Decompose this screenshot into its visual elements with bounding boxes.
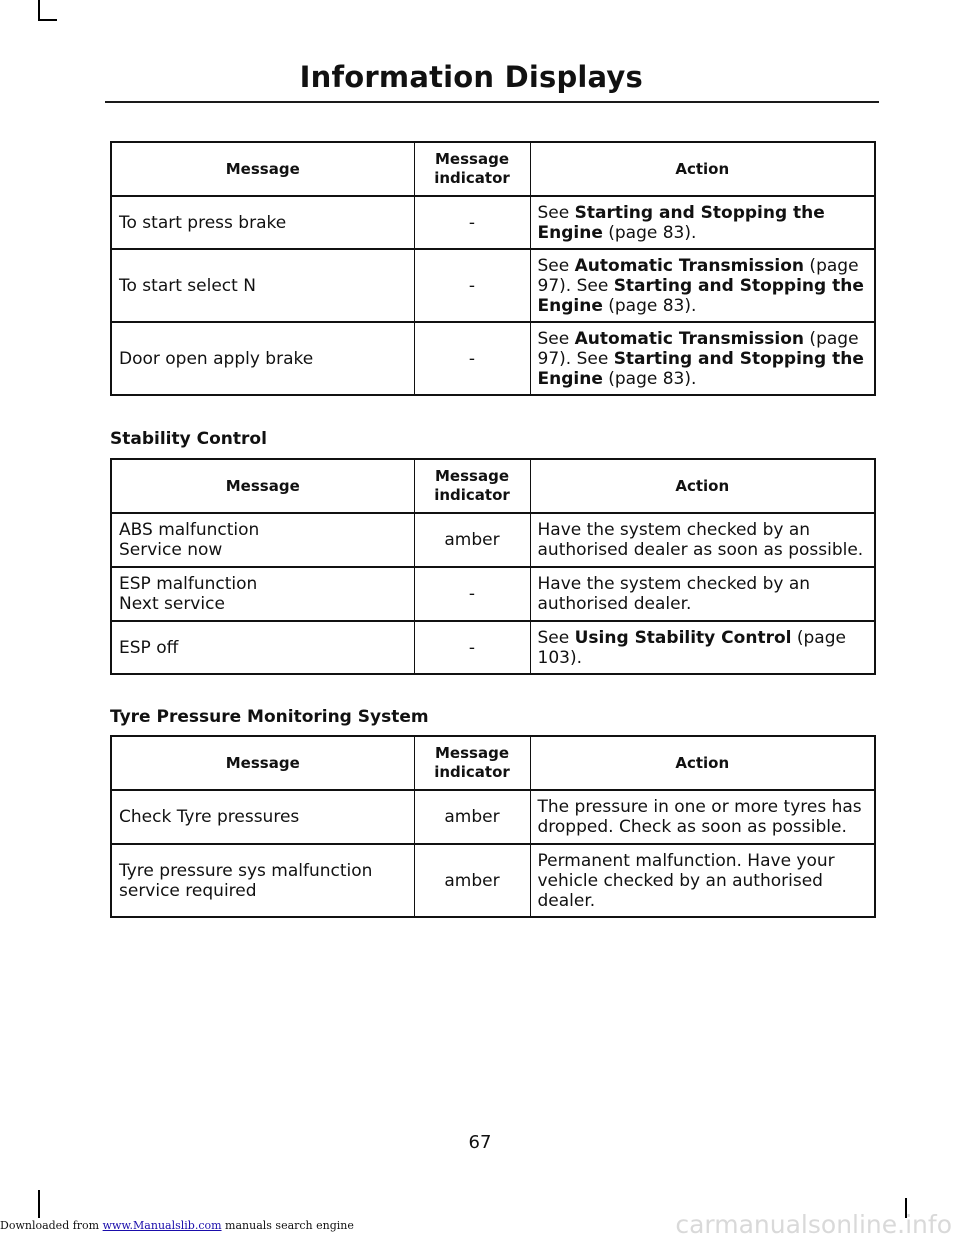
indicator-cell: amber [414,844,530,917]
watermark-text: carmanualsonline.info [675,1210,952,1239]
cross-reference-link: Automatic Transmission [574,328,805,349]
header-message: Message [111,459,414,513]
footer-suffix: manuals search engine [221,1219,354,1232]
message-line: Check Tyre pressures [119,807,300,827]
action-cell [530,790,875,844]
message-cell [111,621,414,674]
header-action: Action [530,736,875,790]
page-number: 67 [468,1132,492,1153]
cross-reference-link: Using Stability Control [574,627,792,648]
action-text: Have the system checked by an authorised dealer as soon as possible. [537,520,864,560]
footer-prefix: Downloaded from [0,1219,103,1232]
cross-reference-link: Starting and Stopping the Engine [537,275,864,316]
action-text: (page 103). [537,627,846,668]
cross-reference-link: Starting and Stopping the Engine [537,348,864,389]
header-message-indicator: Message indicator [414,142,530,196]
cross-reference-link: Starting and Stopping the Engine [537,202,825,243]
action-cell [530,196,875,249]
action-text: (page 83). [602,222,697,243]
title-divider [105,101,879,103]
action-cell [530,513,875,567]
indicator-cell: amber [414,790,530,844]
action-cell [530,322,875,395]
header-message-indicator: Message indicator [414,736,530,790]
message-line: ABS malfunction [119,520,260,540]
indicator-cell: - [414,196,530,249]
action-text: (page 83). [602,295,697,316]
table-row [111,322,875,395]
message-cell: To start press brake [111,196,414,249]
tyre-pressure-heading: Tyre Pressure Monitoring System [110,707,429,727]
crop-mark-bottom-left-vertical [38,1190,40,1218]
stability-control-heading: Stability Control [110,429,267,449]
message-cell: To start select N [111,249,414,322]
table-row [111,844,875,917]
table-row [111,513,875,567]
tyre-pressure-table [110,735,876,918]
action-text: See [537,328,575,349]
crop-mark-top-left-vertical [38,0,40,19]
action-text: See [537,627,575,648]
action-cell [530,249,875,322]
cross-reference-link: Automatic Transmission [574,255,805,276]
header-message: Message [111,736,414,790]
crop-mark-top-left-horizontal [38,19,57,21]
action-text: See [537,202,575,223]
indicator-cell: - [414,621,530,674]
table-row [111,567,875,621]
page-title: Information Displays [299,60,643,94]
message-cell [111,844,414,917]
header-message: Message [111,142,414,196]
header-message-indicator: Message indicator [414,459,530,513]
message-line: ESP malfunction [119,574,258,594]
action-cell [530,621,875,674]
table-row [111,790,875,844]
header-action: Action [530,459,875,513]
action-text: Permanent malfunction. Have your vehicle checked by an authorised dealer. [537,850,835,911]
table-header-row [111,142,875,196]
starting-messages-table [110,141,876,396]
message-line: ESP off [119,637,179,658]
stability-control-table [110,458,876,675]
table-row [111,249,875,322]
action-text: See [537,255,575,276]
action-text: The pressure in one or more tyres has dropped. Check as soon as possible. [537,797,862,837]
indicator-cell: - [414,567,530,621]
message-cell [111,567,414,621]
message-cell: Door open apply brake [111,322,414,395]
message-line: Tyre pressure sys malfunction service required [119,860,373,901]
table-header-row [111,459,875,513]
action-text: (page 97). See [537,328,859,369]
table-header-row [111,736,875,790]
indicator-cell: - [414,249,530,322]
indicator-cell: - [414,322,530,395]
action-cell [530,567,875,621]
table-row [111,196,875,249]
action-text: Have the system checked by an authorised dealer. [537,574,811,614]
indicator-cell: amber [414,513,530,567]
download-footer [0,1219,354,1232]
action-cell [530,844,875,917]
message-line: Service now [119,540,223,560]
manualslib-link[interactable]: www.Manualslib.com [102,1219,222,1232]
message-line: Next service [119,594,225,614]
table-row [111,621,875,674]
message-cell [111,790,414,844]
action-text: (page 83). [602,368,697,389]
message-cell [111,513,414,567]
header-action: Action [530,142,875,196]
action-text: (page 97). See [537,255,859,296]
